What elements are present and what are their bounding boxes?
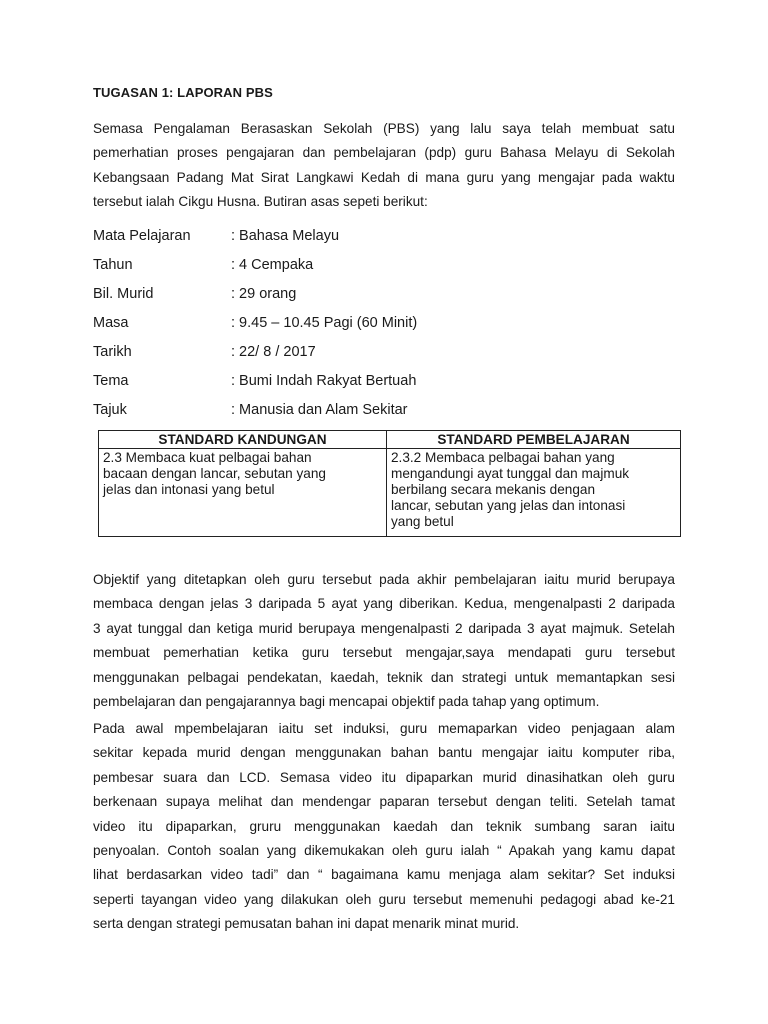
paragraph-line: tersebut ialah Cikgu Husna. Butiran asas sepeti berikut: <box>93 194 428 210</box>
standards-table <box>98 430 681 537</box>
detail-label: Mata Pelajaran <box>93 228 191 244</box>
objective-paragraph <box>93 568 675 714</box>
cell-line: mengandungi ayat tunggal dan majmuk <box>391 466 630 481</box>
paragraph-line: Objektif yang ditetapkan oleh guru tersebut pada akhir pembelajaran iaitu murid berupaya <box>93 572 675 587</box>
paragraph-line: menggunakan pelbagai pendekatan, kaedah, teknik dan strategi untuk memantapkan sesi <box>93 669 675 685</box>
paragraph-line: pembelajaran dan pengajarannya bagi mencapai objektif pada tahap yang optimum. <box>93 694 600 710</box>
detail-value: : Manusia dan Alam Sekitar <box>231 402 408 418</box>
detail-label: Tahun <box>93 257 133 273</box>
detail-value: : Bumi Indah Rakyat Bertuah <box>231 373 417 389</box>
table-header-standard-kandungan: STANDARD KANDUNGAN <box>99 431 387 449</box>
table-cell-standard-pembelajaran <box>387 449 681 537</box>
table-cell-standard-kandungan <box>99 449 387 537</box>
cell-line: 2.3.2 Membaca pelbagai bahan yang <box>391 450 615 465</box>
detail-label: Bil. Murid <box>93 286 154 302</box>
detail-value: : 29 orang <box>231 286 297 302</box>
detail-value: : 22/ 8 / 2017 <box>231 344 316 360</box>
paragraph-line: pembesar suara dan LCD. Semasa video itu dipaparkan murid dinasihatkan oleh guru <box>93 769 675 785</box>
paragraph-line: pemerhatian proses pengajaran dan pembelajaran (pdp) guru Bahasa Melayu di Sekolah <box>93 145 675 161</box>
paragraph-line: lihat berdasarkan video tadi” dan “ bagaimana kamu menjaga alam sekitar? Set induksi <box>93 867 675 883</box>
detail-value: : 4 Cempaka <box>231 257 314 273</box>
induction-paragraph <box>93 717 675 937</box>
paragraph-line: membaca dengan jelas 3 daripada 5 ayat yang diberikan. Kedua, mengenalpasti 2 daripada <box>93 596 675 612</box>
table-header-standard-pembelajaran: STANDARD PEMBELAJARAN <box>387 431 681 449</box>
cell-line: lancar, sebutan yang jelas dan intonasi <box>391 498 626 513</box>
paragraph-line: serta dengan strategi pemusatan bahan ini dapat menarik minat murid. <box>93 916 520 932</box>
document-title: TUGASAN 1: LAPORAN PBS <box>93 85 273 100</box>
detail-label: Masa <box>93 315 129 331</box>
paragraph-line: membuat pemerhatian ketika guru tersebut mengajar,saya mendapati guru tersebut <box>93 645 675 661</box>
paragraph-line: sekitar kepada murid dengan menggunakan bahan bantu mengajar iaitu komputer riba, <box>93 745 675 761</box>
paragraph-line: video itu dipaparkan, gruru menggunakan kaedah dan teknik sumbang saran iaitu <box>93 818 675 834</box>
paragraph-line: Pada awal mpembelajaran iaitu set induksi, guru memaparkan video penjagaan alam <box>93 721 675 736</box>
cell-line: jelas dan intonasi yang betul <box>103 482 275 497</box>
cell-line: yang betul <box>391 514 454 529</box>
intro-paragraph <box>93 117 675 215</box>
paragraph-line: berkenaan supaya melihat dan mendengar paparan tersebut dengan teliti. Setelah tamat <box>93 794 675 810</box>
detail-label: Tarikh <box>93 344 132 360</box>
paragraph-line: Semasa Pengalaman Berasaskan Sekolah (PBS) yang lalu saya telah membuat satu <box>93 121 675 136</box>
detail-value: : Bahasa Melayu <box>231 228 340 244</box>
cell-line: berbilang secara mekanis dengan <box>391 482 596 497</box>
paragraph-line: 3 ayat tunggal dan ketiga murid berupaya mengenalpasti 2 daripada 3 ayat majmuk. Setelah <box>93 620 675 636</box>
detail-label: Tema <box>93 373 129 389</box>
detail-label: Tajuk <box>93 402 127 418</box>
table-row <box>99 449 681 537</box>
table-header-row <box>99 431 681 449</box>
paragraph-line: penyoalan. Contoh soalan yang dikemukakan oleh guru ialah “ Apakah yang kamu dapat <box>93 843 675 859</box>
paragraph-line: Kebangsaan Padang Mat Sirat Langkawi Kedah di mana guru yang mengajar pada waktu <box>93 169 675 185</box>
cell-line: 2.3 Membaca kuat pelbagai bahan <box>103 450 312 465</box>
detail-value: : 9.45 – 10.45 Pagi (60 Minit) <box>231 315 418 331</box>
paragraph-line: seperti tayangan video yang dilakukan oleh guru tersebut memenuhi pedagogi abad ke-21 <box>93 891 675 907</box>
cell-line: bacaan dengan lancar, sebutan yang <box>103 466 326 481</box>
